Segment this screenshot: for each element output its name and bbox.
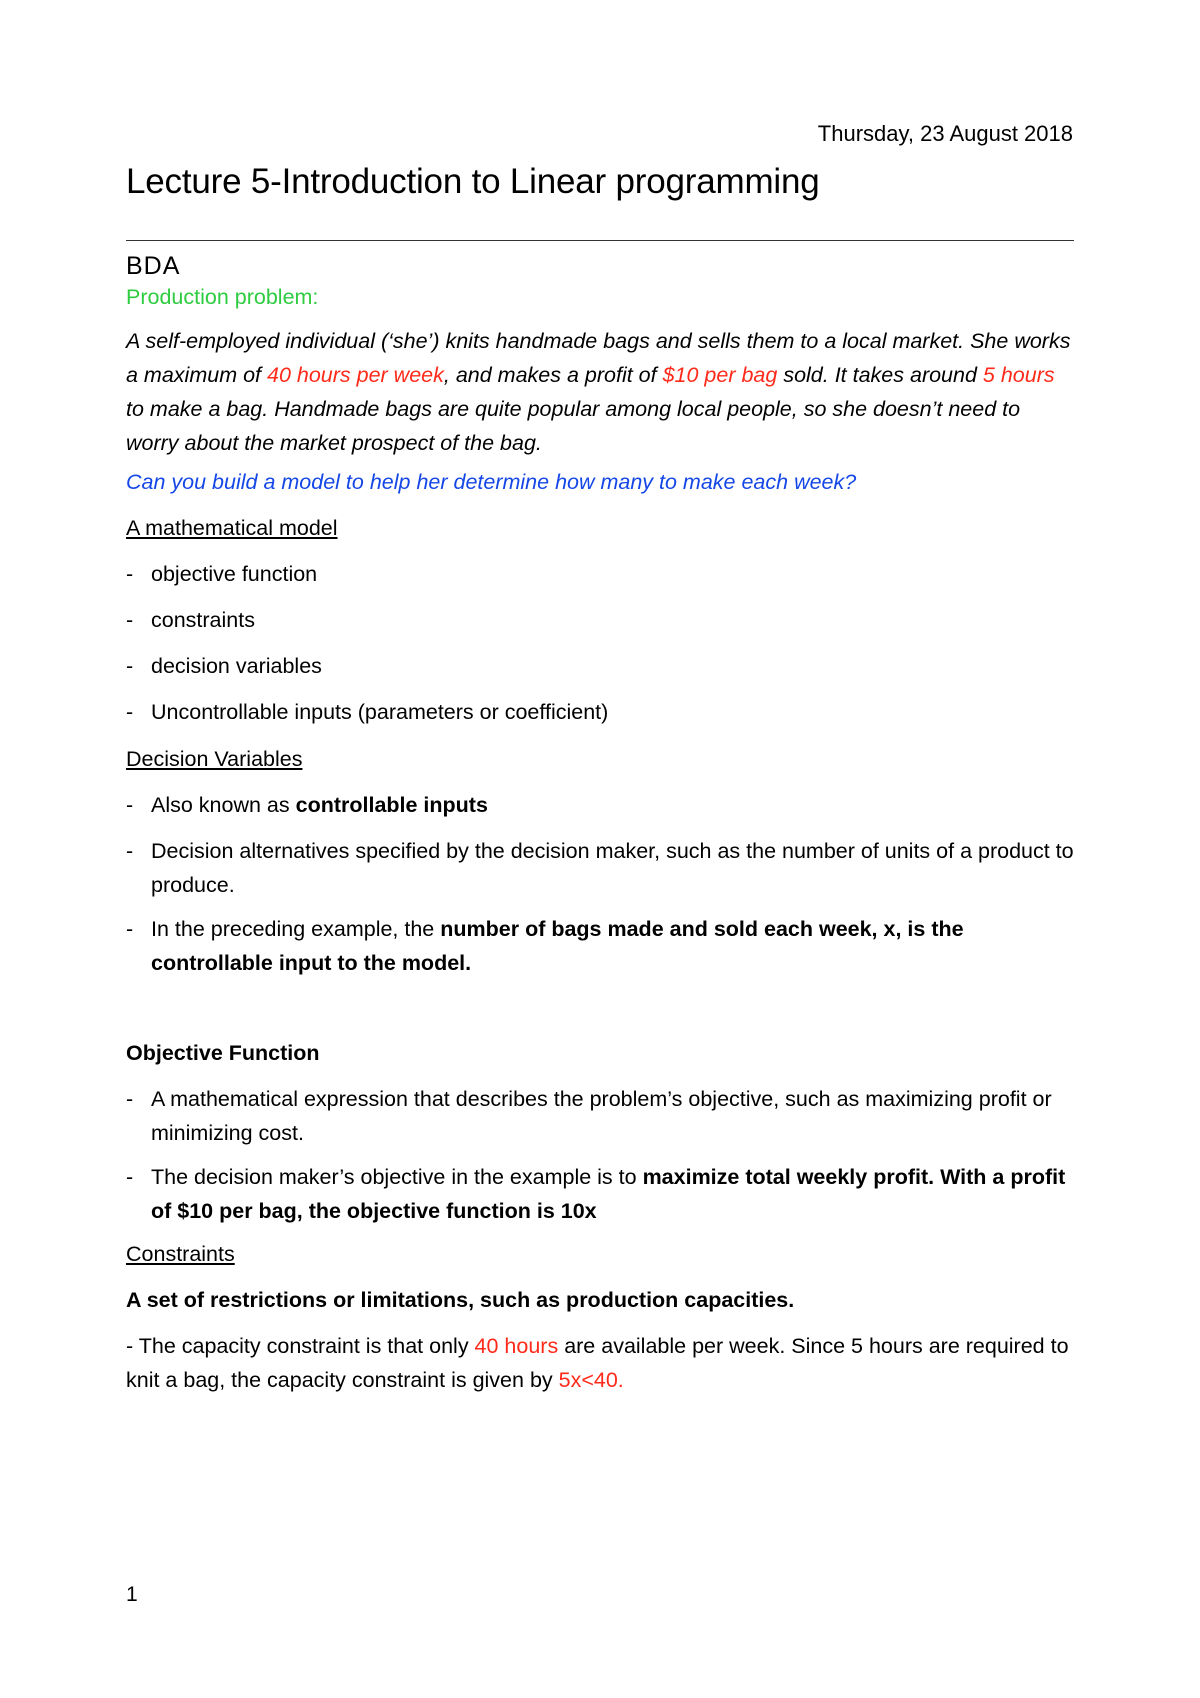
list-item: - decision variables — [126, 649, 1076, 683]
list-item: - constraints — [126, 603, 1076, 637]
highlight-40-hours: 40 hours per week — [266, 363, 444, 387]
highlight-constraint: 5x<40. — [558, 1368, 624, 1392]
dash-icon: - — [126, 1087, 134, 1111]
list-item: - The decision maker’s objective in the example is to maximize total weekly profit. With a profit of $10 per bag, the objective function is 10x — [126, 1160, 1076, 1228]
dash-icon: - — [126, 700, 134, 724]
dash-icon: - — [126, 793, 134, 817]
list-item: - In the preceding example, the number of bags made and sold each week, x, is the controllable input to the model. — [126, 912, 1076, 980]
list-item: - Also known as controllable inputs — [126, 788, 1076, 822]
dash-icon: - — [126, 562, 134, 586]
highlight-5-hours: 5 hours — [982, 363, 1055, 387]
question-text: Can you build a model to help her determine how many to make each week? — [126, 470, 857, 494]
page-number: 1 — [126, 1583, 138, 1606]
model-heading: A mathematical model — [126, 516, 338, 540]
production-text-1: A self-employed individual (‘she’) knits handmade bags and sells them to a local market. She works a maximum of — [126, 329, 1071, 387]
subtitle: BDA — [126, 252, 181, 280]
production-paragraph — [126, 324, 1076, 460]
objective-heading: Objective Function — [126, 1041, 320, 1065]
title-divider — [126, 240, 1074, 241]
dash-icon: - — [126, 1165, 134, 1189]
list-item: - Uncontrollable inputs (parameters or coefficient) — [126, 695, 1076, 729]
list-item: - A mathematical expression that describes the problem’s objective, such as maximizing profit or minimizing cost. — [126, 1082, 1076, 1150]
dash-icon: - — [126, 608, 134, 632]
highlight-profit: $10 per bag — [662, 363, 778, 387]
highlight-40-hours: 40 hours — [474, 1334, 559, 1358]
constraints-definition: A set of restrictions or limitations, such as production capacities. — [126, 1288, 795, 1312]
dash-icon: - — [126, 654, 134, 678]
decision-heading: Decision Variables — [126, 747, 303, 771]
production-text-2: , and makes a profit of — [443, 363, 663, 387]
list-item: - objective function — [126, 557, 1076, 591]
dash-icon: - — [126, 917, 134, 941]
production-heading: Production problem: — [126, 285, 319, 309]
production-text-3: sold. It takes around — [777, 363, 983, 387]
page-title: Lecture 5-Introduction to Linear programming — [126, 162, 820, 201]
constraints-paragraph: - The capacity constraint is that only 40 hours are available per week. Since 5 hours are required to knit a bag, the capacity constraint is given by 5x<40. — [126, 1334, 1069, 1392]
date-header: Thursday, 23 August 2018 — [817, 121, 1073, 146]
dash-icon: - — [126, 839, 134, 863]
constraints-heading: Constraints — [126, 1242, 235, 1266]
production-text-4: to make a bag. Handmade bags are quite popular among local people, so she doesn’t need to worry about the market prospect of the bag. — [126, 397, 1021, 455]
list-item: - Decision alternatives specified by the decision maker, such as the number of units of a product to produce. — [126, 834, 1076, 902]
